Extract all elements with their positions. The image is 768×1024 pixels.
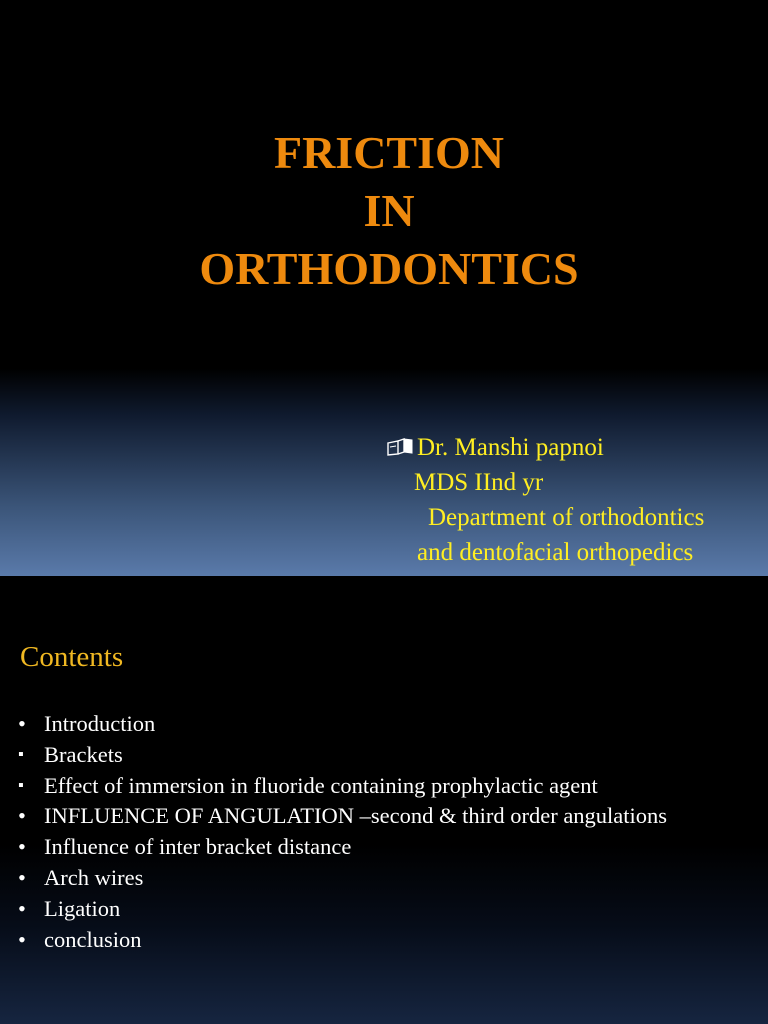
author-block [386,430,705,570]
author-degree: MDS IInd yr [414,469,544,496]
square-bullet-marker: ▪ [18,776,24,794]
list-item-text: INFLUENCE OF ANGULATION –second & third order angulations [44,803,668,829]
list-item [18,801,758,832]
list-item [18,771,758,802]
list-item-text: Ligation [44,895,121,921]
author-department: Department of orthodontics [428,504,705,531]
list-item-text: Brackets [44,741,123,767]
list-item [18,832,758,863]
list-item-text: Introduction [44,711,156,736]
contents-list [18,709,758,955]
list-item-text: Influence of inter bracket distance [44,834,352,860]
square-bullet-marker: ▪ [18,745,24,763]
list-item [18,863,758,894]
title-line: FRICTION [273,127,505,178]
contents-heading: Contents [20,641,124,673]
author-department-cont: and dentofacial orthopedics [417,539,694,566]
bullet-marker: • [18,864,26,890]
title-line: ORTHODONTICS [199,243,579,294]
list-item-text: Effect of immersion in fluoride containing prophylactic agent [44,772,598,798]
bullet-marker: • [18,895,26,921]
slide-title [0,124,768,298]
list-item-text: conclusion [44,926,142,952]
list-item [18,925,758,956]
bullet-marker: • [18,803,26,829]
title-line: IN [363,185,415,236]
list-item [18,894,758,925]
bullet-marker: • [18,926,26,952]
author-name: Dr. Manshi papnoi [417,434,604,461]
contents-slide [0,576,768,1024]
list-item [18,740,758,771]
bullet-marker: • [18,834,26,860]
bullet-marker: • [18,711,26,736]
list-item [18,709,758,740]
list-item-text: Arch wires [44,864,144,890]
book-bullet-icon [386,438,414,456]
